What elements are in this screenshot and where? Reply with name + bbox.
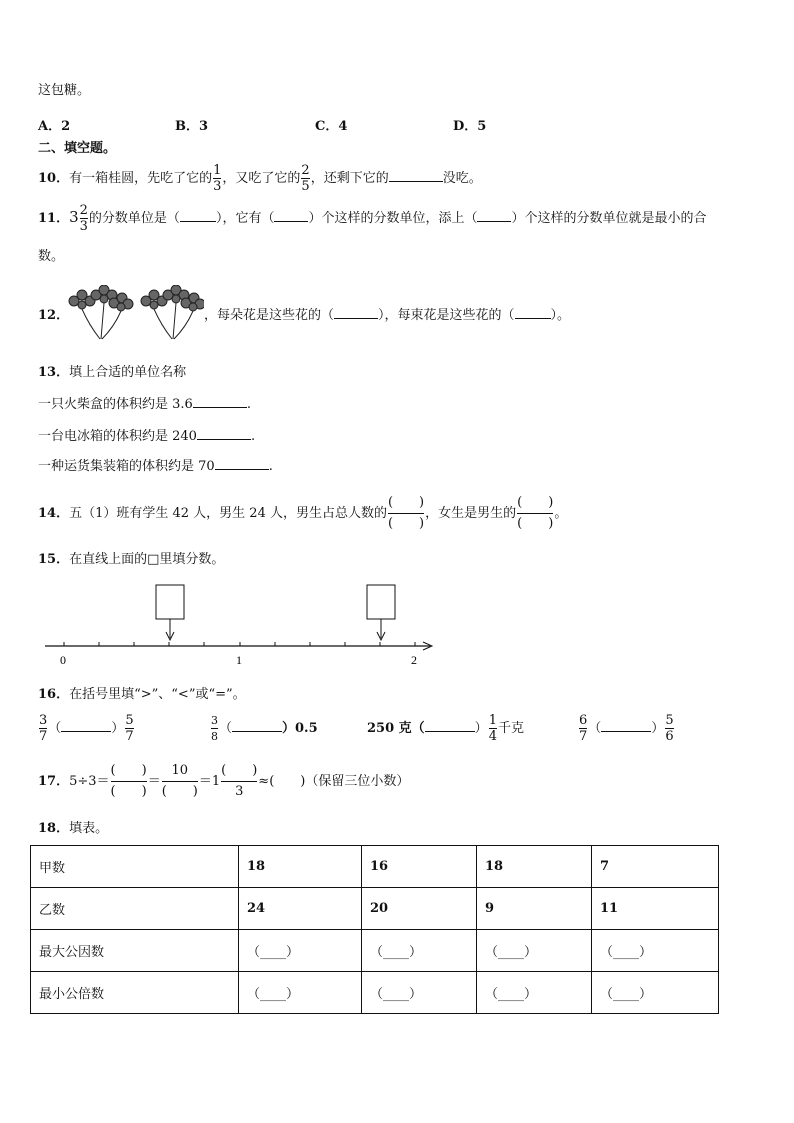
denominator-blank[interactable]: ( ) — [387, 516, 425, 531]
q11-continued: 数。 — [38, 249, 65, 264]
q13-line-3 — [38, 458, 273, 476]
text: 250 克（ — [367, 721, 425, 736]
answer-cell[interactable]: （____） — [592, 972, 719, 1014]
table-cell: 18 — [239, 846, 362, 888]
row-header: 最大公因数 — [31, 930, 239, 972]
flower-bouquets-image — [64, 285, 204, 345]
answer-cell[interactable]: （____） — [239, 930, 362, 972]
text: 填表。 — [69, 821, 109, 836]
denominator: 3 — [235, 784, 244, 799]
numerator: 3 — [39, 713, 48, 728]
text: 没吃。 — [442, 171, 482, 186]
answer-blank[interactable] — [477, 221, 511, 222]
text: 的分数单位是（ — [88, 211, 180, 226]
denominator-blank[interactable]: ( ) — [161, 784, 198, 799]
answer-fraction[interactable] — [517, 494, 553, 533]
denominator: 6 — [665, 729, 674, 744]
answer-blank[interactable] — [274, 221, 308, 222]
q13-line-1 — [38, 396, 251, 414]
compare-item-2 — [210, 714, 318, 743]
fraction — [301, 164, 309, 193]
text: 填上合适的单位名称 — [69, 365, 187, 380]
whole-number: 3 — [69, 208, 79, 226]
text: ，还剩下它的 — [310, 171, 389, 186]
q-number: 13． — [38, 365, 70, 380]
answer-fraction[interactable] — [162, 762, 198, 801]
q-number: 14． — [38, 506, 70, 521]
numerator: 6 — [579, 713, 588, 728]
answer-blank[interactable] — [515, 318, 551, 319]
text: ）0.5 — [282, 721, 318, 736]
text: ≈ — [258, 774, 270, 789]
option-d: D．5 — [453, 119, 487, 134]
table-cell: 9 — [477, 888, 592, 930]
q-number: 18． — [38, 821, 70, 836]
numerator: 2 — [79, 203, 88, 218]
answer-box[interactable] — [156, 585, 184, 619]
answer-cell[interactable]: （____） — [239, 972, 362, 1014]
tick-label-2: 2 — [411, 653, 417, 667]
answer-blank[interactable] — [193, 407, 247, 408]
question-17 — [38, 762, 409, 802]
section-title: 二、填空题。 — [38, 141, 117, 156]
text: ，女生是男生的 — [425, 506, 517, 521]
text: ）个这样的分数单位，添上（ — [308, 211, 478, 226]
answer-blank[interactable] — [215, 469, 269, 470]
answer-fraction[interactable] — [221, 762, 257, 801]
text: 。 — [554, 506, 568, 521]
numerator-blank[interactable]: ( ) — [517, 495, 554, 510]
denominator: 7 — [579, 729, 588, 744]
answer-blank[interactable] — [389, 181, 443, 182]
paren: ） — [111, 721, 125, 736]
answer-cell[interactable]: （____） — [362, 972, 477, 1014]
question-16 — [38, 686, 246, 704]
q-number: 12． — [38, 308, 70, 323]
text: ，又吃了它的 — [222, 171, 301, 186]
table-row — [31, 888, 719, 930]
table-row — [31, 972, 719, 1014]
option-b: B．3 — [175, 119, 209, 134]
q-number: 17． — [38, 774, 70, 789]
q13-line-2 — [38, 428, 255, 446]
question-14 — [38, 494, 567, 534]
answer-fraction[interactable] — [111, 762, 147, 801]
text: ）个这样的分数单位就是最小的合 — [511, 211, 707, 226]
answer-blank[interactable] — [334, 318, 378, 319]
text: 一种运货集装箱的体积约是 70 — [38, 459, 215, 474]
denominator: 8 — [211, 730, 218, 743]
table-row — [31, 846, 719, 888]
text: 一只火柴盒的体积约是 3.6 — [38, 397, 193, 412]
question-12 — [204, 307, 570, 325]
question-13 — [38, 364, 186, 382]
question-18 — [38, 820, 108, 838]
table-cell: 24 — [239, 888, 362, 930]
bouquet-2 — [141, 285, 204, 339]
q-number: 10． — [38, 171, 70, 186]
answer-cell[interactable]: （____） — [477, 930, 592, 972]
row-header: 乙数 — [31, 888, 239, 930]
q9-tail: 这包糖。 — [38, 83, 91, 98]
numerator: 2 — [301, 163, 310, 178]
fill-table — [30, 845, 719, 1014]
tick-label-1: 1 — [236, 653, 242, 667]
table-cell: 11 — [592, 888, 719, 930]
number-line — [40, 580, 440, 670]
numerator: 10 — [171, 763, 189, 778]
table-row — [31, 930, 719, 972]
answer-fraction[interactable] — [388, 494, 424, 533]
bouquet-1 — [69, 285, 133, 339]
table-cell: 16 — [362, 846, 477, 888]
text: . — [250, 429, 256, 444]
denominator: 7 — [39, 729, 48, 744]
answer-blank[interactable] — [425, 731, 475, 732]
text: ），它有（ — [215, 211, 275, 226]
denominator-blank[interactable]: ( ) — [110, 784, 147, 799]
q-number: 15． — [38, 552, 70, 567]
answer-cell[interactable]: （____） — [592, 930, 719, 972]
numerator: 1 — [488, 713, 497, 728]
answer-blank[interactable] — [180, 221, 216, 222]
paren: ） — [474, 721, 488, 736]
numerator: 3 — [211, 714, 218, 727]
text: ，每朵花是这些花的（ — [204, 308, 335, 323]
answer-cell[interactable]: （____） — [477, 972, 592, 1014]
text: . — [246, 397, 251, 412]
option-c: C．4 — [315, 119, 348, 134]
paren: （ — [48, 721, 62, 736]
text: . — [268, 459, 273, 474]
denominator: 3 — [213, 179, 222, 194]
question-15 — [38, 551, 224, 569]
question-11 — [38, 204, 706, 233]
denominator: 3 — [79, 219, 88, 234]
answer-blank[interactable]: ( ) — [269, 774, 306, 789]
answer-blank[interactable] — [232, 731, 282, 732]
numerator-blank[interactable]: ( ) — [221, 763, 258, 778]
answer-blank[interactable] — [601, 731, 651, 732]
q-number: 11． — [38, 211, 70, 226]
table-cell: 18 — [477, 846, 592, 888]
text: 五（1）班有学生 42 人，男生 24 人，男生占总人数的 — [69, 506, 387, 521]
answer-box[interactable] — [367, 585, 395, 619]
compare-item-3 — [367, 714, 524, 743]
text: 在直线上面的□里填分数。 — [69, 552, 225, 567]
text: 在括号里填“>”、“<”或“=”。 — [69, 687, 246, 702]
table-cell: 20 — [362, 888, 477, 930]
text: ＝ — [147, 774, 161, 789]
text: 有一箱桂圆，先吃了它的 — [69, 171, 213, 186]
answer-blank[interactable] — [61, 731, 111, 732]
numerator: 5 — [665, 713, 674, 728]
answer-cell[interactable]: （____） — [362, 930, 477, 972]
question-10 — [38, 164, 482, 193]
numerator: 5 — [125, 713, 134, 728]
text: 一台电冰箱的体积约是 240 — [38, 429, 197, 444]
fraction — [80, 204, 88, 233]
row-header: 甲数 — [31, 846, 239, 888]
paren: ） — [651, 721, 665, 736]
denominator: 4 — [488, 729, 497, 744]
q-number: 16． — [38, 687, 70, 702]
text: 千克 — [497, 721, 524, 736]
text: 5÷3＝ — [69, 774, 110, 789]
text: ＝1 — [198, 774, 221, 789]
compare-item-1 — [38, 714, 135, 743]
fraction — [213, 164, 221, 193]
denominator: 7 — [125, 729, 134, 744]
denominator-blank[interactable]: ( ) — [517, 516, 554, 531]
numerator-blank[interactable]: ( ) — [387, 495, 425, 510]
option-a: A．2 — [38, 119, 71, 134]
table-cell: 7 — [592, 846, 719, 888]
text: ）。 — [550, 308, 571, 323]
denominator: 5 — [301, 179, 310, 194]
row-header: 最小公倍数 — [31, 972, 239, 1014]
tick-label-0: 0 — [60, 653, 66, 667]
paren: （ — [588, 721, 602, 736]
compare-item-4 — [578, 714, 675, 743]
text: ），每束花是这些花的（ — [378, 308, 515, 323]
numerator-blank[interactable]: ( ) — [110, 763, 147, 778]
text: （保留三位小数） — [305, 774, 410, 789]
paren: （ — [219, 721, 233, 736]
answer-blank[interactable] — [197, 439, 251, 440]
numerator: 1 — [213, 163, 222, 178]
